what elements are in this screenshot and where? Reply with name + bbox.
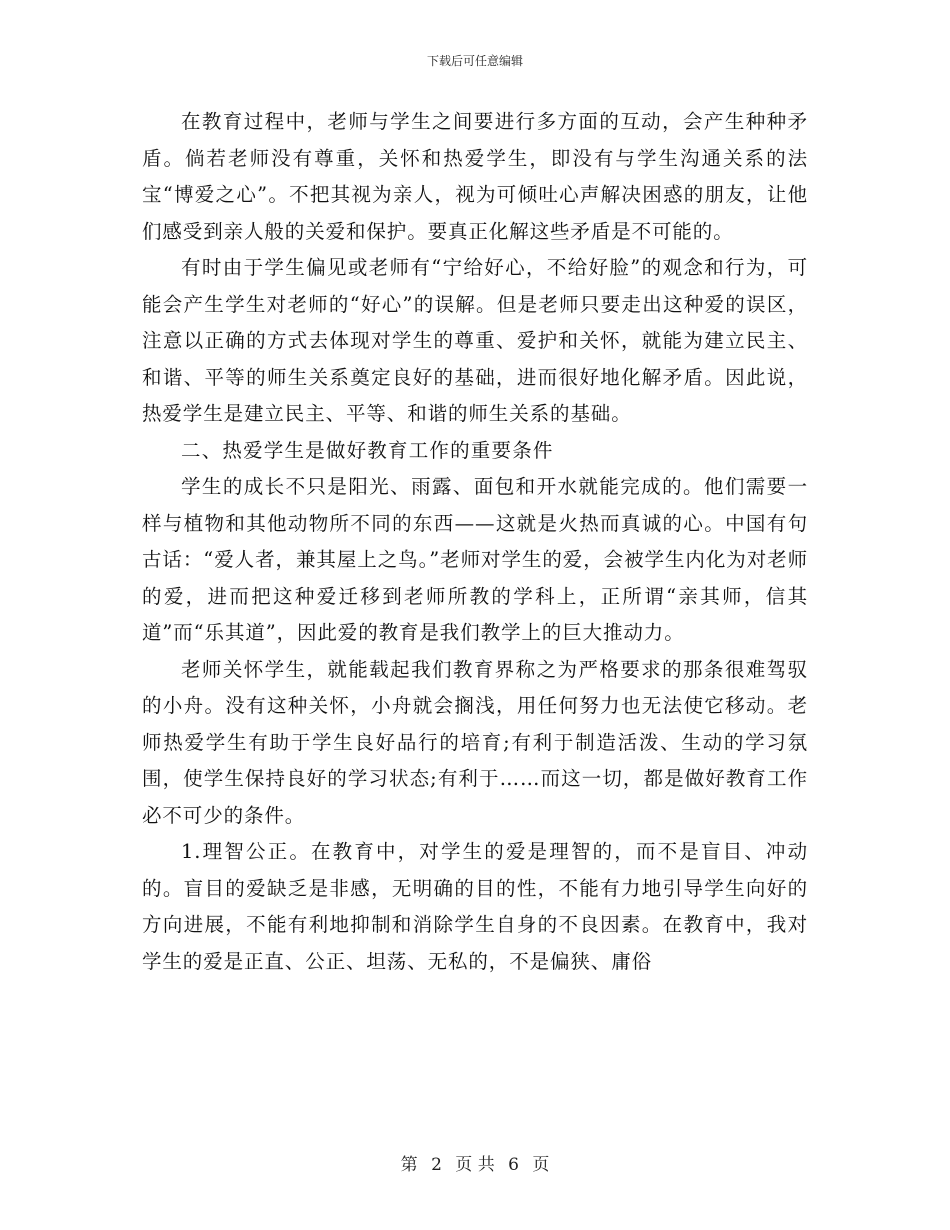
paragraph: 老师关怀学生，就能载起我们教育界称之为严格要求的那条很难驾驭的小舟。没有这种关怀，小舟就会搁浅，用任何努力也无法使它移动。老师热爱学生有助于学生良好品行的培育;有利于制造活泼、生动的学习氛围，使学生保持良好的学习状态;有利于……而这一切，都是做好教育工作必不可少的条件。 — [142, 657, 808, 827]
paragraph: 学生的成长不只是阳光、雨露、面包和开水就能完成的。他们需要一样与植物和其他动物所不同的东西——这就是火热而真诚的心。中国有句古话：“爱人者，兼其屋上之鸟。”老师对学生的爱，会被学生内化为对老师的爱，进而把这种爱迁移到老师所教的学科上，正所谓“亲其师，信其道”而“乐其道”，因此爱的教育是我们教学上的巨大推动力。 — [142, 475, 808, 644]
current-page-number: 2 — [431, 1155, 442, 1175]
document-body — [142, 104, 808, 980]
paragraph: 在教育过程中，老师与学生之间要进行多方面的互动，会产生种种矛盾。倘若老师没有尊重，关怀和热爱学生，即没有与学生沟通关系的法宝“博爱之心”。不把其视为亲人，视为可倾吐心声解决困惑的朋友，让他们感受到亲人般的关爱和保护。要真正化解这些矛盾是不可能的。 — [142, 110, 808, 243]
paragraph: 有时由于学生偏见或老师有“宁给好心，不给好脸”的观念和行为，可能会产生学生对老师的“好心”的误解。但是老师只要走出这种爱的误区，注意以正确的方式去体现对学生的尊重、爱护和关怀，就能为建立民主、和谐、平等的师生关系奠定良好的基础，进而很好地化解矛盾。因此说，热爱学生是建立民主、平等、和谐的师生关系的基础。 — [142, 256, 808, 425]
section-heading: 二、热爱学生是做好教育工作的重要条件 — [181, 438, 554, 462]
page-header: 下载后可任意编辑 — [426, 54, 523, 68]
page-footer — [0, 1150, 950, 1175]
total-page-count: 6 — [508, 1155, 519, 1175]
footer-middle: 页 共 — [455, 1155, 495, 1175]
paragraph: 1.理智公正。在教育中，对学生的爱是理智的，而不是盲目、冲动的。盲目的爱缺乏是非感，无明确的目的性，不能有力地引导学生向好的方向进展，不能有利地抑制和消除学生自身的不良因素。在教育中，我对学生的爱是正直、公正、坦荡、无私的，不是偏狭、庸俗 — [142, 840, 808, 973]
footer-suffix: 页 — [532, 1155, 550, 1175]
footer-prefix: 第 — [400, 1155, 418, 1175]
